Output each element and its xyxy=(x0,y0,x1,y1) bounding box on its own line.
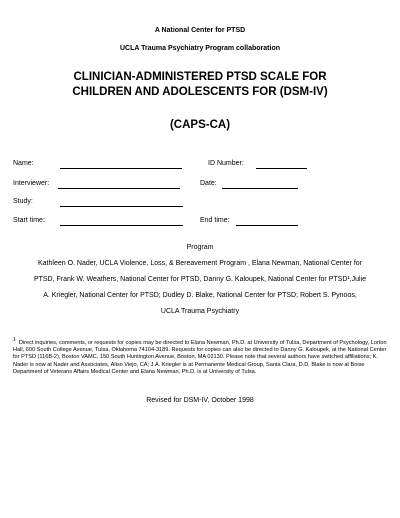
id-number-field-line[interactable] xyxy=(256,168,307,169)
study-label: Study: xyxy=(13,198,33,205)
date-label: Date: xyxy=(200,180,217,187)
credits-heading: Program xyxy=(186,244,214,251)
header-line-2: UCLA Trauma Psychiatry Program collaboration xyxy=(119,45,280,52)
document-title-line-2: CHILDREN AND ADOLESCENTS FOR (DSM-IV) xyxy=(72,86,328,98)
footnote-text: Direct inquiries, comments, or requests for copies may be directed to Elana Newman, Ph.D. at University of Tulsa, Department of Psychology, Lorton Hall, 600 South College Avenue, Tulsa, Oklahoma 74104-3189. Requests for copies can also be directed to Danny G. Kaloupek, at the National Center for PTSD (116B-2), Boston VAMC, 150 South Huntington Avenue, Boston, MA 02130. Please note that several authors have switched affiliations; K. Nader is now at Nader and Associates, Aliso Viejo, CA; J.A. Kriegler is at Permanente Medical Group, Santa Clara, D.D. Blake is now at Boise Department of Veterans Affairs Medical Center and Elana Newman, Ph.D. is at University of Tulsa. xyxy=(13,339,387,376)
credits-line-2: PTSD, Frank W. Weathers, National Center for PTSD, Danny G. Kaloupek, National Center for PTSD¹,Julie xyxy=(33,276,367,283)
credits-line-1: Kathleen O. Nader, UCLA Violence, Loss, & Bereavement Program , Elana Newman, National Center for xyxy=(38,260,362,267)
end-time-field-line[interactable] xyxy=(236,225,298,226)
date-field-line[interactable] xyxy=(222,188,298,189)
interviewer-label: Interviewer: xyxy=(13,180,50,187)
name-label: Name: xyxy=(13,160,34,167)
end-time-label: End time: xyxy=(200,217,230,224)
footnote xyxy=(13,337,389,376)
header-line-1: A National Center for PTSD xyxy=(154,27,246,34)
study-field-line[interactable] xyxy=(60,206,183,207)
start-time-field-line[interactable] xyxy=(60,225,183,226)
credits-line-4: UCLA Trauma Psychiatry xyxy=(160,308,240,315)
credits-line-3: A. Kriegler, National Center for PTSD; Dudley D. Blake, National Center for PTSD; Robert S. Pynoos, xyxy=(43,292,357,299)
id-number-label: ID Number: xyxy=(208,160,244,167)
interviewer-field-line[interactable] xyxy=(58,188,180,189)
name-field-line[interactable] xyxy=(60,168,182,169)
start-time-label: Start time: xyxy=(13,217,45,224)
revision-note: Revised for DSM-IV, October 1998 xyxy=(146,397,254,404)
document-title-line-1: CLINICIAN-ADMINISTERED PTSD SCALE FOR xyxy=(73,71,327,83)
footnote-marker: 1 xyxy=(13,337,16,343)
document-abbreviation: (CAPS-CA) xyxy=(169,119,231,131)
